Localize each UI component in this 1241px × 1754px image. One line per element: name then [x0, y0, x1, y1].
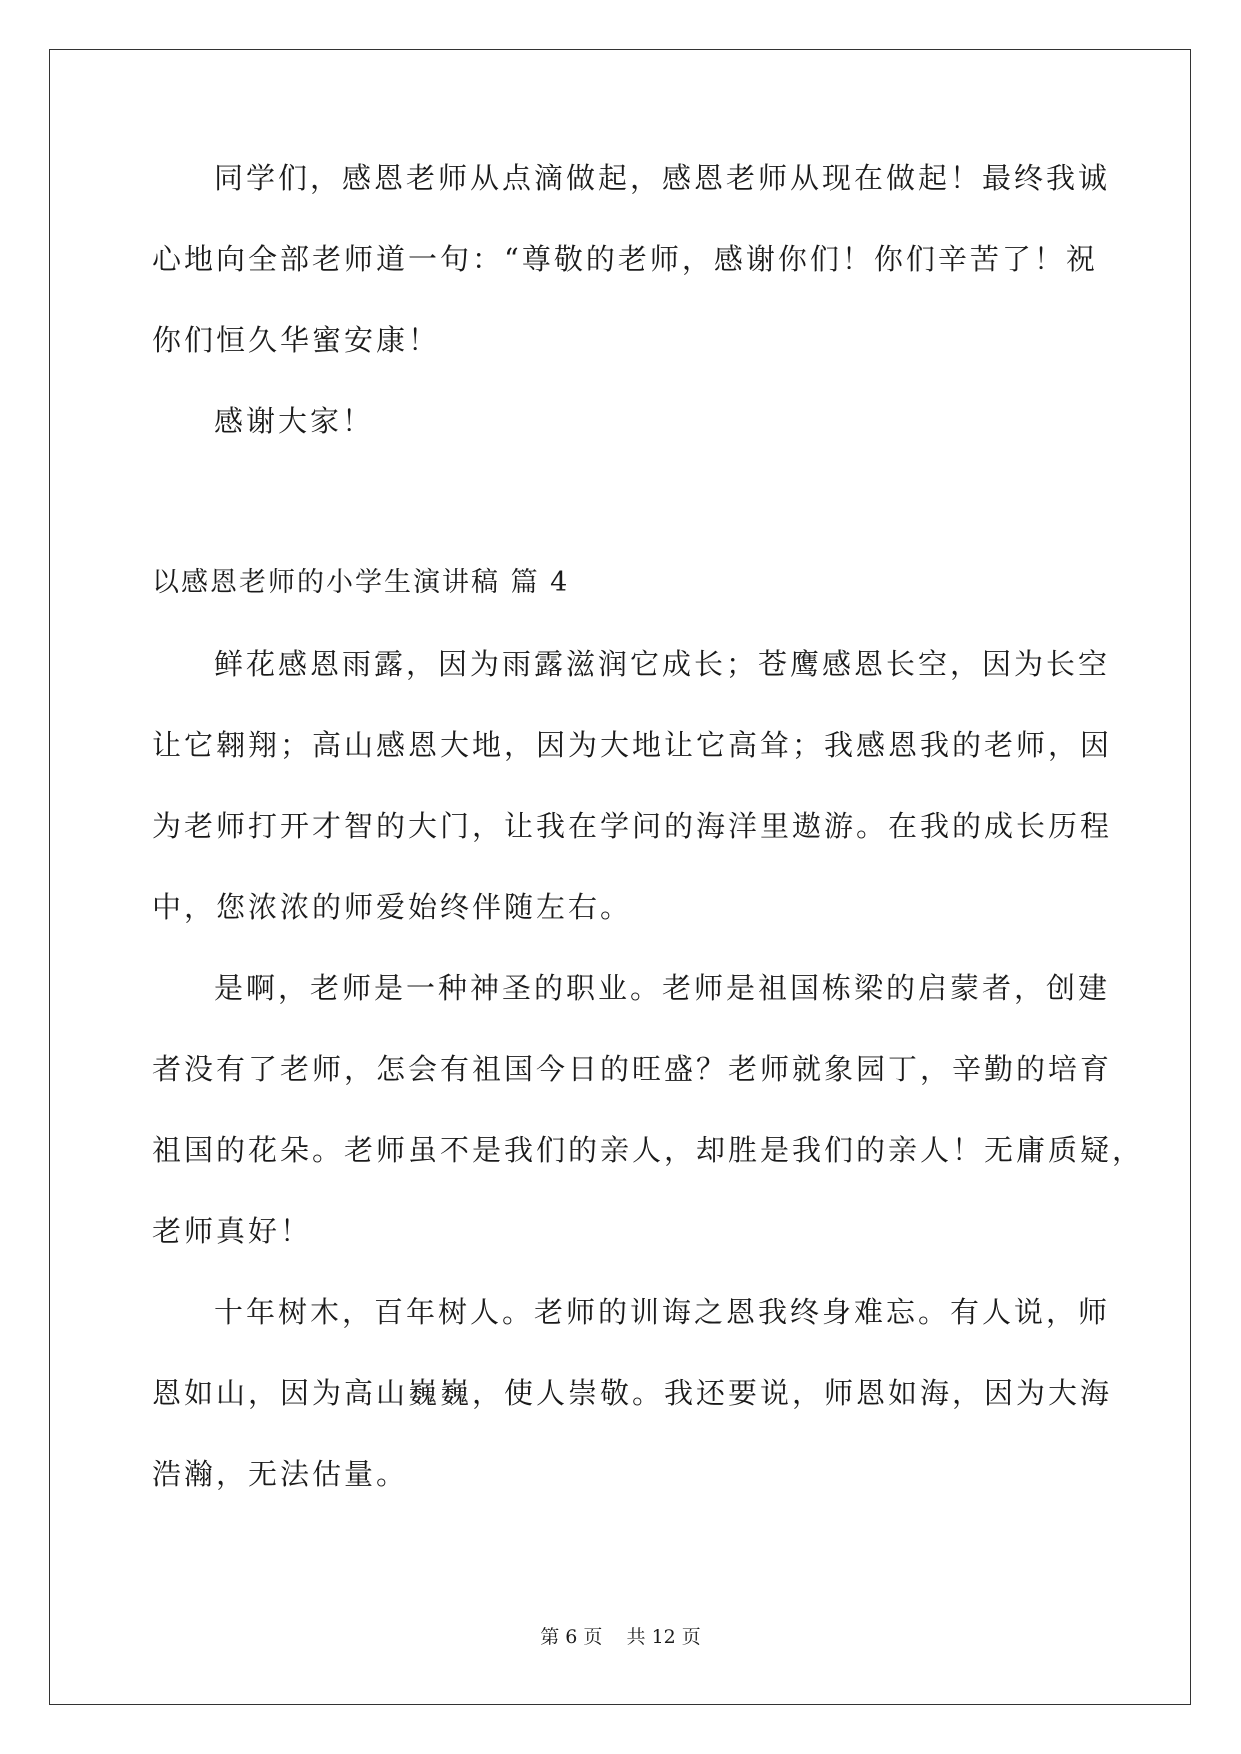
paragraph-line: 是啊，老师是一种神圣的职业。老师是祖国栋梁的启蒙者，创建 — [214, 971, 1111, 1005]
paragraph-line: 恩如山，因为高山巍巍，使人崇敬。我还要说，师恩如海，因为大海 — [152, 1376, 1113, 1410]
paragraph-line: 感谢大家！ — [214, 404, 375, 438]
paragraph-line: 祖国的花朵。老师虽不是我们的亲人，却胜是我们的亲人！无庸质疑， — [152, 1133, 1145, 1167]
section-heading: 以感恩老师的小学生演讲稿 篇 4 — [152, 567, 570, 598]
paragraph-line: 中，您浓浓的师爱始终伴随左右。 — [152, 890, 633, 924]
paragraph-line: 老师真好！ — [152, 1214, 313, 1248]
paragraph-line: 心地向全部老师道一句：“尊敬的老师，感谢你们！你们辛苦了！祝 — [152, 242, 1098, 276]
section-spacer — [152, 482, 1092, 563]
document-body — [152, 158, 1145, 1535]
paragraph-line: 浩瀚，无法估量。 — [152, 1457, 409, 1491]
paragraph-line: 者没有了老师，怎会有祖国今日的旺盛？老师就象园丁，辛勤的培育 — [152, 1052, 1113, 1086]
paragraph-line: 你们恒久华蜜安康！ — [152, 323, 441, 357]
paragraph-line: 让它翱翔；高山感恩大地，因为大地让它高耸；我感恩我的老师，因 — [152, 728, 1113, 762]
paragraph-line: 鲜花感恩雨露，因为雨露滋润它成长；苍鹰感恩长空，因为长空 — [214, 647, 1111, 681]
paragraph-line: 同学们，感恩老师从点滴做起，感恩老师从现在做起！最终我诚 — [214, 161, 1111, 195]
paragraph-line: 十年树木，百年树人。老师的训诲之恩我终身难忘。有人说，师 — [214, 1295, 1111, 1329]
page-number-footer: 第 6 页 共 12 页 — [540, 1626, 701, 1648]
paragraph-line: 为老师打开才智的大门，让我在学问的海洋里遨游。在我的成长历程 — [152, 809, 1113, 843]
